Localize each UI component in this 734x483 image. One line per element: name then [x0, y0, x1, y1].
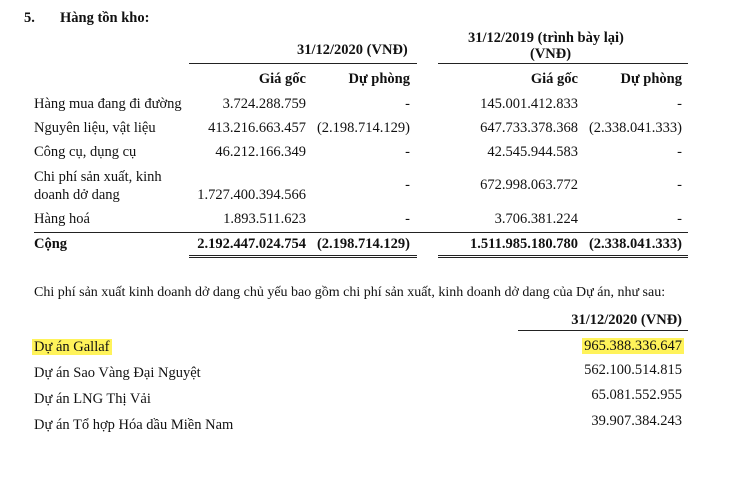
col-provision-2020: Dự phòng [348, 71, 410, 87]
col-provision-2019: Dự phòng [620, 71, 682, 87]
period-2020-header: 31/12/2020 (VNĐ) [297, 42, 408, 58]
row-prov-2019: (2.338.041.333) [588, 120, 682, 136]
row-cost-2020: 1.893.511.623 [223, 211, 306, 227]
row-cost-2019: 42.545.944.583 [487, 144, 578, 160]
section-number: 5. [24, 10, 35, 26]
row-cost-2020: 3.724.288.759 [222, 96, 306, 112]
project-name: Dự án Tổ hợp Hóa dầu Miền Nam [34, 417, 234, 433]
row-cost-2019: 3.706.381.224 [494, 211, 578, 227]
total-bottom-rule-2020-double [189, 257, 417, 258]
row-label: Nguyên liệu, vật liệu [34, 120, 156, 136]
total-cost-2019: 1.511.985.180.780 [470, 236, 578, 252]
project-name: Dự án Sao Vàng Đại Nguyệt [34, 365, 201, 381]
projects-header: 31/12/2020 (VNĐ) [571, 312, 682, 328]
total-cost-2020: 2.192.447.024.754 [197, 236, 306, 252]
row-label-line2: doanh dở dang [34, 187, 120, 203]
total-bottom-rule-2019 [438, 255, 688, 256]
period-2019-unit: (VNĐ) [530, 46, 572, 62]
row-cost-2020: 46.212.166.349 [215, 144, 306, 160]
row-cost-2020: 1.727.400.394.566 [197, 187, 306, 203]
header-rule-2020 [189, 63, 417, 64]
total-bottom-rule-2019-double [438, 257, 688, 258]
row-label: Hàng mua đang đi đường [34, 96, 182, 112]
section-title: Hàng tồn kho: [60, 10, 150, 26]
col-cost-2019: Giá gốc [530, 71, 578, 87]
project-value: 65.081.552.955 [591, 387, 682, 403]
row-prov-2020: - [405, 96, 410, 112]
header-rule-2019 [438, 63, 688, 64]
row-prov-2020: - [405, 144, 410, 160]
row-prov-2019: - [677, 144, 682, 160]
row-prov-2020: (2.198.714.129) [316, 120, 410, 136]
row-cost-2019: 145.001.412.833 [480, 96, 578, 112]
row-cost-2019: 672.998.063.772 [480, 177, 578, 193]
total-prov-2020: (2.198.714.129) [316, 236, 410, 252]
row-prov-2019: - [677, 96, 682, 112]
total-top-rule [34, 232, 688, 233]
row-prov-2020: - [405, 211, 410, 227]
project-name-highlighted [32, 338, 112, 356]
project-value-highlighted [520, 337, 684, 355]
project-name: Dự án LNG Thị Vải [34, 391, 151, 407]
col-cost-2020: Giá gốc [258, 71, 306, 87]
row-cost-2020: 413.216.663.457 [208, 120, 306, 136]
total-prov-2019: (2.338.041.333) [588, 236, 682, 252]
row-prov-2020: - [405, 177, 410, 193]
highlight-mark: Dự án Gallaf [34, 339, 110, 355]
row-label: Hàng hoá [34, 211, 90, 227]
row-label-line1: Chi phí sản xuất, kinh [34, 169, 162, 185]
row-cost-2019: 647.733.378.368 [480, 120, 578, 136]
row-prov-2019: - [677, 177, 682, 193]
highlight-mark: 965.388.336.647 [584, 338, 682, 354]
project-value: 562.100.514.815 [584, 362, 682, 378]
project-value: 39.907.384.243 [591, 413, 682, 429]
note-paragraph: Chi phí sản xuất kinh doanh dở dang chủ yếu bao gồm chi phí sản xuất, kinh doanh dở dang của Dự án, như sau: [34, 285, 666, 300]
period-2019-date: 31/12/2019 (trình bày lại) [468, 30, 624, 46]
row-label: Công cụ, dụng cụ [34, 144, 137, 160]
projects-header-rule [518, 330, 688, 331]
total-bottom-rule-2020 [189, 255, 417, 256]
total-label: Cộng [34, 236, 68, 252]
row-prov-2019: - [677, 211, 682, 227]
